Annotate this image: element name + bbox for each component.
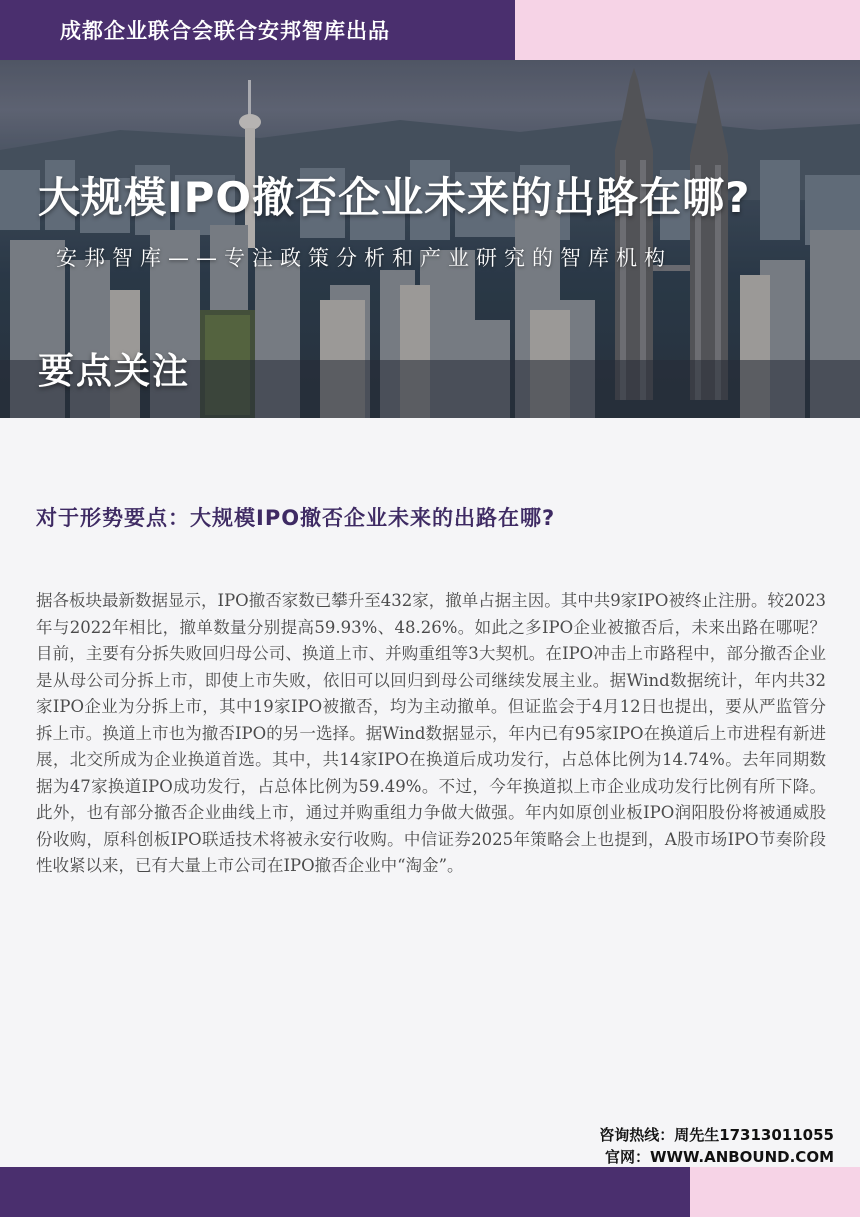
website-text: 官网：WWW.ANBOUND.COM [604, 1148, 834, 1166]
publisher-label: 成都企业联合会联合安邦智库出品 [60, 19, 390, 43]
contact-info [599, 1124, 834, 1168]
top-banner [0, 0, 860, 60]
hotline-text: 咨询热线：周先生17313011055 [599, 1126, 834, 1144]
section-heading: 对于形势要点：大规模IPO撤否企业未来的出路在哪? [36, 506, 556, 530]
hero-title: 大规模IPO撤否企业未来的出路在哪? [38, 173, 751, 222]
hero-subtitle: 安邦智库——专注政策分析和产业研究的智库机构 [56, 246, 672, 270]
bottom-banner-purple-block [0, 1167, 690, 1217]
bottom-banner-pink-block [690, 1167, 860, 1217]
bottom-banner [0, 1167, 860, 1217]
key-points-label: 要点关注 [38, 351, 191, 392]
body-paragraph: 据各板块最新数据显示，IPO撤否家数已攀升至432家，撤单占据主因。其中共9家IPO被终止注册。较2023年与2022年相比，撤单数量分别提高59.93%、48.26%。如此之多IPO企业被撤否后，未来出路在哪呢？目前，主要有分拆失败回归母公司、换道上市、并购重组等3大契机。在IPO冲击上市路程中，部分撤否企业是从母公司分拆上市，即使上市失败，依旧可以回归到母公司继续发展主业。据Wind数据统计，年内共32家IPO企业为分拆上市，其中19家IPO被撤否，均为主动撤单。但证监会于4月12日也提出，要从严监管分拆上市。换道上市也为撤否IPO的另一选择。据Wind数据显示，年内已有95家IPO在换道后上市进程有新进展，北交所成为企业换道首选。其中，共14家IPO在换道后成功发行，占总体比例为14.74%。去年同期数据为47家换道IPO成功发行，占总体比例为59.49%。不过，今年换道拟上市企业成功发行比例有所下降。此外，也有部分撤否企业曲线上市，通过并购重组力争做大做强。年内如原创业板IPO润阳股份将被通威股份收购，原科创板IPO联适技术将被永安行收购。中信证券2025年策略会上也提到，A股市场IPO节奏阶段性收紧以来，已有大量上市公司在IPO撤否企业中“淘金”。 [36, 591, 826, 875]
hero-banner [0, 60, 860, 418]
top-banner-pink-block [515, 0, 860, 60]
